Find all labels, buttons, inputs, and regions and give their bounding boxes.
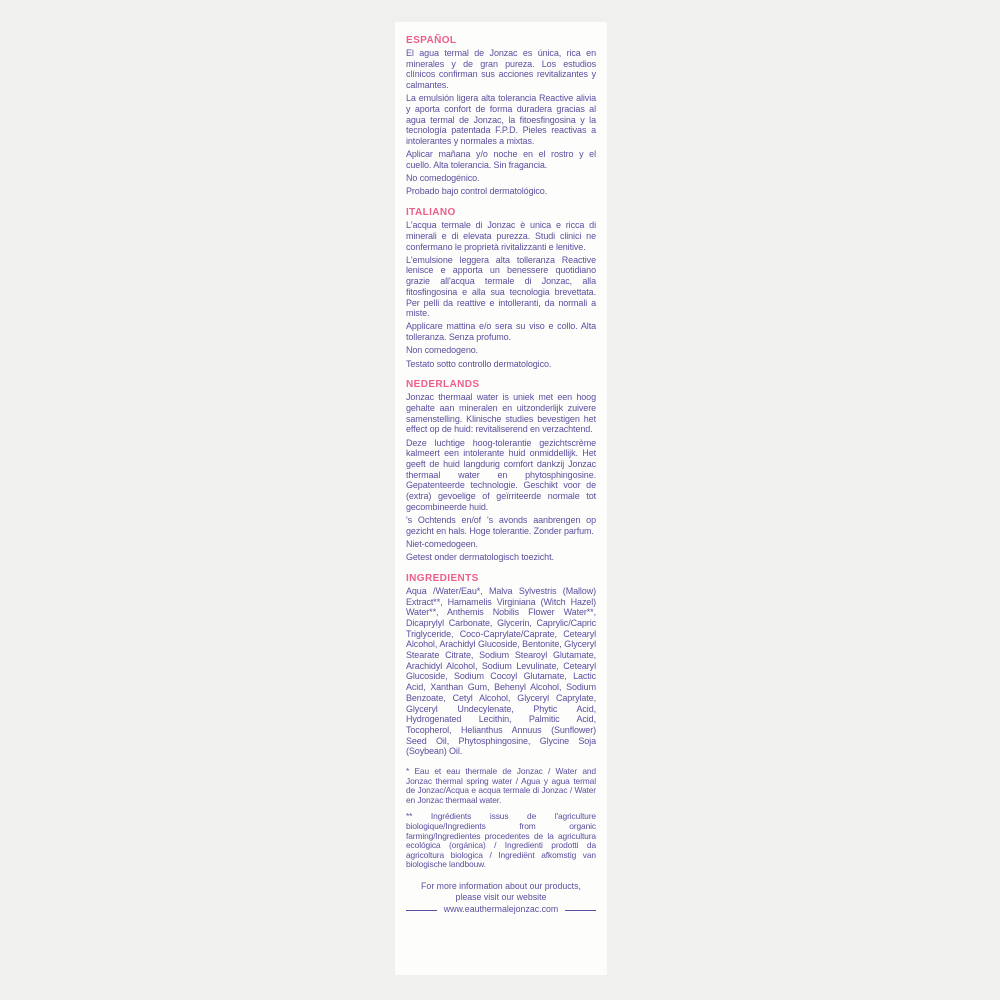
- paragraph: 's Ochtends en/of 's avonds aanbrengen op gezicht en hals. Hoge tolerantie. Zonder parfum.: [406, 515, 596, 536]
- footer-line-1: For more information about our products,: [421, 881, 581, 892]
- label-panel: [395, 22, 607, 975]
- section-ingredients: [406, 573, 596, 757]
- paragraph: Niet-comedogeen.: [406, 538, 478, 549]
- paragraph: Aplicar mañana y/o noche en el rostro y el cuello. Alta tolerancia. Sin fragancia.: [406, 149, 596, 171]
- paragraph: Getest onder dermatologisch toezicht.: [406, 552, 554, 563]
- footer-line-2: please visit our website: [455, 892, 547, 903]
- footer-info: [406, 881, 596, 916]
- section-espanol: [406, 35, 596, 197]
- paragraph: La emulsión ligera alta tolerancia Reactive alivia y aporta confort de forma duradera gracias al agua termal de Jonzac, la fitoesfingosina y la tecnología patentada F.P.D. Pieles reactivas a intolerantes y normales a mixtas.: [406, 93, 596, 147]
- footnotes: [406, 767, 596, 870]
- paragraph: Jonzac thermaal water is uniek met een hoog gehalte aan mineralen en uitzonderlijk zuivere samenstelling. Klinische studies bevestigen het effect op de huid: revitaliserend en verzachtend.: [406, 392, 596, 435]
- website-url: www.eauthermalejonzac.com: [443, 904, 559, 915]
- paragraph: Non comedogeno.: [406, 345, 479, 356]
- footnote-single-asterisk: * Eau et eau thermale de Jonzac / Water and Jonzac thermal spring water / Agua y agua termal de Jonzac/Acqua e acqua termale di Jonzac / Water en Jonzac thermaal water.: [406, 766, 596, 805]
- paragraph: L'acqua termale di Jonzac è unica e ricca di minerali e di elevata purezza. Studi clinici ne confermano le proprietà rivitalizzanti e lenitive.: [406, 220, 596, 252]
- section-nederlands: [406, 379, 596, 563]
- section-heading-espanol: ESPAÑOL: [406, 35, 457, 46]
- paragraph: El agua termal de Jonzac es única, rica en minerales y de gran pureza. Los estudios clínicos confirman sus acciones revitalizantes y calmantes.: [406, 48, 596, 91]
- section-heading-italiano: ITALIANO: [406, 207, 456, 219]
- paragraph: Testato sotto controllo dermatologico.: [406, 358, 552, 369]
- divider-line-left: [406, 910, 437, 911]
- section-heading-ingredients: INGREDIENTS: [406, 572, 479, 584]
- paragraph: Probado bajo control dermatológico.: [406, 186, 548, 197]
- ingredients-list: Aqua /Water/Eau*, Malva Sylvestris (Mallow) Extract**, Hamamelis Virginiana (Witch Hazel) Water**, Anthemis Nobilis Flower Water**, Dicaprylyl Carbonate, Glycerin, Caprylic/Capric Triglyceride, Coco-Caprylate/Caprate, Cetearyl Alcohol, Arachidyl Glucoside, Bentonite, Glyceryl Stearate Citrate, Sodium Stearoyl Glutamate, Arachidyl Alcohol, Sodium Levulinate, Cetearyl Glucoside, Sodium Cocoyl Glutamate, Lactic Acid, Xanthan Gum, Behenyl Alcohol, Sodium Benzoate, Cetyl Alcohol, Glyceryl Caprylate, Glyceryl Undecylenate, Phytic Acid, Hydrogenated Lecithin, Palmitic Acid, Tocopherol, Helianthus Annuus (Sunflower) Seed Oil, Phytosphingosine, Glycine Soja (Soybean) Oil.: [406, 585, 596, 757]
- section-heading-nederlands: NEDERLANDS: [406, 379, 480, 391]
- divider-line-right: [565, 910, 596, 911]
- paragraph: L'emulsione leggera alta tolleranza Reactive lenisce e apporta un benessere quotidiano grazie all'acqua termale di Jonzac, alla fitosfingosina e alla sua tecnologia brevettata. Per pelli da reattive e intolleranti, da normali a miste.: [406, 254, 596, 319]
- paragraph: Deze luchtige hoog-tolerantie gezichtscrème kalmeert een intolerante huid onmiddellijk. Het geeft de huid langdurig comfort dankzij Jonzac thermaal water en phytosphingosine. Gepatenteerde technologie. Geschikt voor de (extra) gevoelige of geïrriteerde normale tot gecombineerde huid.: [406, 437, 596, 512]
- paragraph: No comedogénico.: [406, 173, 480, 184]
- website-row: [406, 904, 596, 915]
- footnote-double-asterisk: ** Ingrédients issus de l'agriculture biologique/Ingredients from organic farming/Ingredientes procedentes de la agricultura ecológica (orgánica) / Ingredienti prodotti da agricoltura biologica / Ingrediënt afkomstig van biologische landbouw.: [406, 811, 596, 870]
- paragraph: Applicare mattina e/o sera su viso e collo. Alta tolleranza. Senza profumo.: [406, 321, 596, 343]
- section-italiano: [406, 207, 596, 369]
